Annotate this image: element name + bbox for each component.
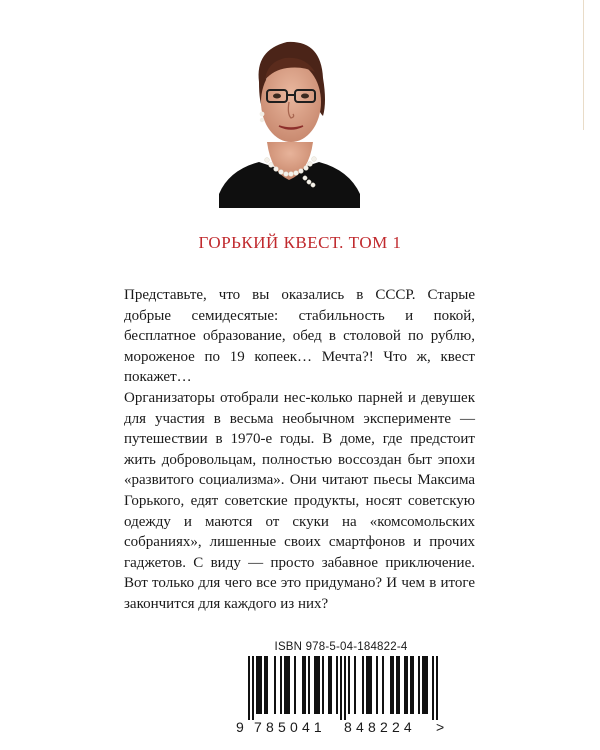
barcode-bar <box>316 656 318 714</box>
barcode-bar <box>248 656 250 720</box>
barcode-bar <box>406 656 408 714</box>
barcode-bar <box>396 656 398 714</box>
barcode-digits-left: 785041 <box>254 719 326 735</box>
barcode-bar <box>412 656 414 714</box>
barcode-bar <box>370 656 372 714</box>
barcode-bar <box>252 656 254 720</box>
barcode-bar <box>368 656 370 714</box>
barcode-bar <box>286 656 288 714</box>
barcode-bar <box>366 656 368 714</box>
barcode-bar <box>362 656 364 714</box>
barcode-bar <box>344 656 346 720</box>
book-description <box>124 285 475 615</box>
barcode-bar <box>288 656 290 714</box>
barcode-bar <box>284 656 286 714</box>
portrait-illustration <box>219 22 360 208</box>
barcode-bar <box>436 656 438 720</box>
barcode-bar <box>432 656 434 720</box>
barcode-bar <box>330 656 332 714</box>
barcode-bar <box>274 656 276 714</box>
barcode-bar <box>336 656 338 714</box>
barcode-bar <box>322 656 324 714</box>
barcode-bar <box>410 656 412 714</box>
barcode-bar <box>424 656 426 714</box>
barcode-bar <box>348 656 350 714</box>
barcode-bar <box>302 656 304 714</box>
barcode-bar <box>264 656 266 714</box>
barcode-bar <box>260 656 262 714</box>
barcode-digits <box>236 719 446 735</box>
barcode-bar <box>422 656 424 714</box>
barcode-bar <box>390 656 392 714</box>
barcode-digit-first: 9 <box>236 719 244 735</box>
isbn-label: ISBN 978-5-04-184822-4 <box>274 641 408 653</box>
barcode-bar <box>318 656 320 714</box>
barcode-end-marker: > <box>436 719 445 735</box>
barcode-bar <box>280 656 282 714</box>
description-paragraph: Представьте, что вы оказались в СССР. Старые добрые семидесятые: стабильность и покой, бесплатное образование, обед в столовой по рублю, мороженое по 19 копеек… Мечта?! Что ж, квест покажет… <box>124 287 475 386</box>
book-title: ГОРЬКИЙ КВЕСТ. ТОМ 1 <box>198 233 402 252</box>
barcode-bar <box>340 656 342 720</box>
barcode-bar <box>392 656 394 714</box>
barcode-bar <box>404 656 406 714</box>
barcode-bar <box>256 656 258 714</box>
edge-line <box>583 0 584 130</box>
author-portrait <box>219 22 360 208</box>
barcode-bar <box>266 656 268 714</box>
barcode-bar <box>418 656 420 714</box>
description-paragraph: Организаторы отобрали нес-колько парней и девушек для участия в весьма необычном эксперименте — путешествии в 1970-е годы. В доме, где предстоит жить добровольцам, полностью воссоздан быт эпохи «развитого социализма». Они читают пьесы Максима Горького, едят советские продукты, носят советскую одежду и маются от скуки на «комсомольских собраниях», лишенные своих смартфонов и прочих гаджетов. С виду — просто забавное приключение. Вот только для чего все это придумано? И чем в итоге закончится для каждого из них? <box>124 389 475 612</box>
barcode-digits-right: 848224 <box>344 719 416 735</box>
barcode-bars <box>248 656 438 720</box>
barcode-bar <box>398 656 400 714</box>
barcode-bar <box>376 656 378 714</box>
barcode-bar <box>328 656 330 714</box>
barcode-bar <box>354 656 356 714</box>
barcode-bar <box>258 656 260 714</box>
barcode-bar <box>426 656 428 714</box>
barcode-bar <box>314 656 316 714</box>
barcode-bar <box>308 656 310 714</box>
barcode-bar <box>294 656 296 714</box>
barcode-bar <box>382 656 384 714</box>
barcode-bar <box>304 656 306 714</box>
isbn-barcode <box>236 641 446 735</box>
